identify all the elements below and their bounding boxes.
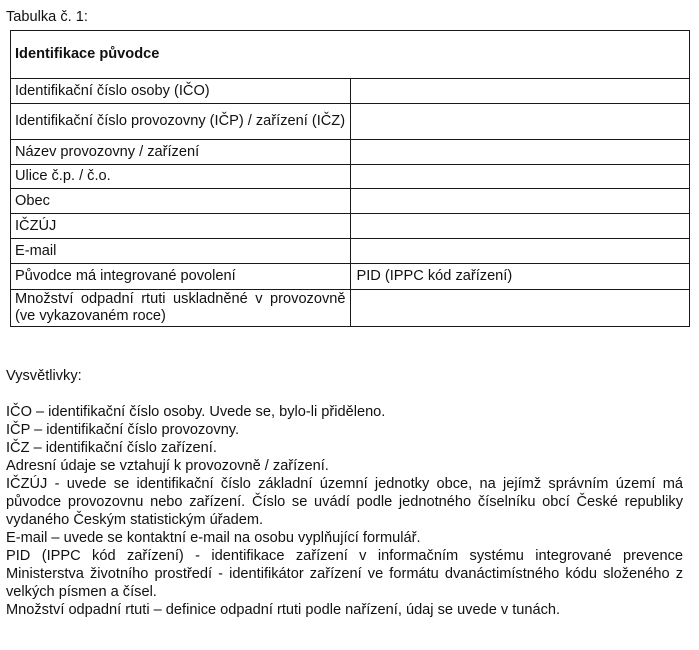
row-label: Původce má integrované povolení [11,264,351,290]
explanation-item: IČP – identifikační číslo provozovny. [6,422,240,438]
table-header-row [11,31,690,79]
explanation-item: PID (IPPC kód zařízení) - identifikace zařízení v informačním systému integrované prevence Ministerstva životního prostředí - identifikátor zařízení ve formátu dvanáctimístného kódu složeného z velkých písmen a čísel. [6,548,683,600]
row-label: Název provozovny / zařízení [11,140,351,165]
street-field[interactable] [350,165,690,189]
explanations-section [6,367,683,619]
table-title: Identifikace původce [11,31,690,79]
explanations-heading: Vysvětlivky: [6,368,82,384]
explanation-item: IČZÚJ - uvede se identifikační číslo základní územní jednotky obce, na jejímž správním území má původce provozovnu nebo zařízení. Číslo se uvádí podle jednotného číselníku obcí České republiky vydaného Českým statistickým úřadem. [6,476,683,528]
table-row-icp-icz [11,104,690,140]
table-row-municipality [11,189,690,214]
iczuj-field[interactable] [350,214,690,239]
municipality-field[interactable] [350,189,690,214]
table-row-street [11,165,690,189]
table-row-iczuj [11,214,690,239]
explanation-item: Množství odpadní rtuti – definice odpadní rtuti podle nařízení, údaj se uvede v tunách. [6,602,561,618]
explanation-item: E-mail – uvede se kontaktní e-mail na osobu vyplňující formulář. [6,530,421,546]
explanation-item: IČZ – identifikační číslo zařízení. [6,440,217,456]
row-label: Identifikační číslo osoby (IČO) [11,79,351,104]
row-label: Množství odpadní rtuti uskladněné v provozovně (ve vykazovaném roce) [11,290,351,327]
mercury-amount-field[interactable] [350,290,690,327]
table-row-ico [11,79,690,104]
table-row-mercury-amount [11,290,690,327]
table-row-integrated-permit [11,264,690,290]
pid-field[interactable]: PID (IPPC kód zařízení) [350,264,690,290]
row-label: E-mail [11,239,351,264]
facility-name-field[interactable] [350,140,690,165]
row-label: Obec [11,189,351,214]
ico-field[interactable] [350,79,690,104]
row-label: Identifikační číslo provozovny (IČP) / zařízení (IČZ) [11,104,351,140]
row-label: Ulice č.p. / č.o. [11,165,351,189]
table-caption: Tabulka č. 1: [6,9,88,25]
table-row-email [11,239,690,264]
originator-identification-table [10,30,690,327]
table-row-name [11,140,690,165]
explanation-item: Adresní údaje se vztahují k provozovně / zařízení. [6,458,329,474]
icp-icz-field[interactable] [350,104,690,140]
email-field[interactable] [350,239,690,264]
explanation-item: IČO – identifikační číslo osoby. Uvede se, bylo-li přiděleno. [6,404,386,420]
row-label: IČZÚJ [11,214,351,239]
